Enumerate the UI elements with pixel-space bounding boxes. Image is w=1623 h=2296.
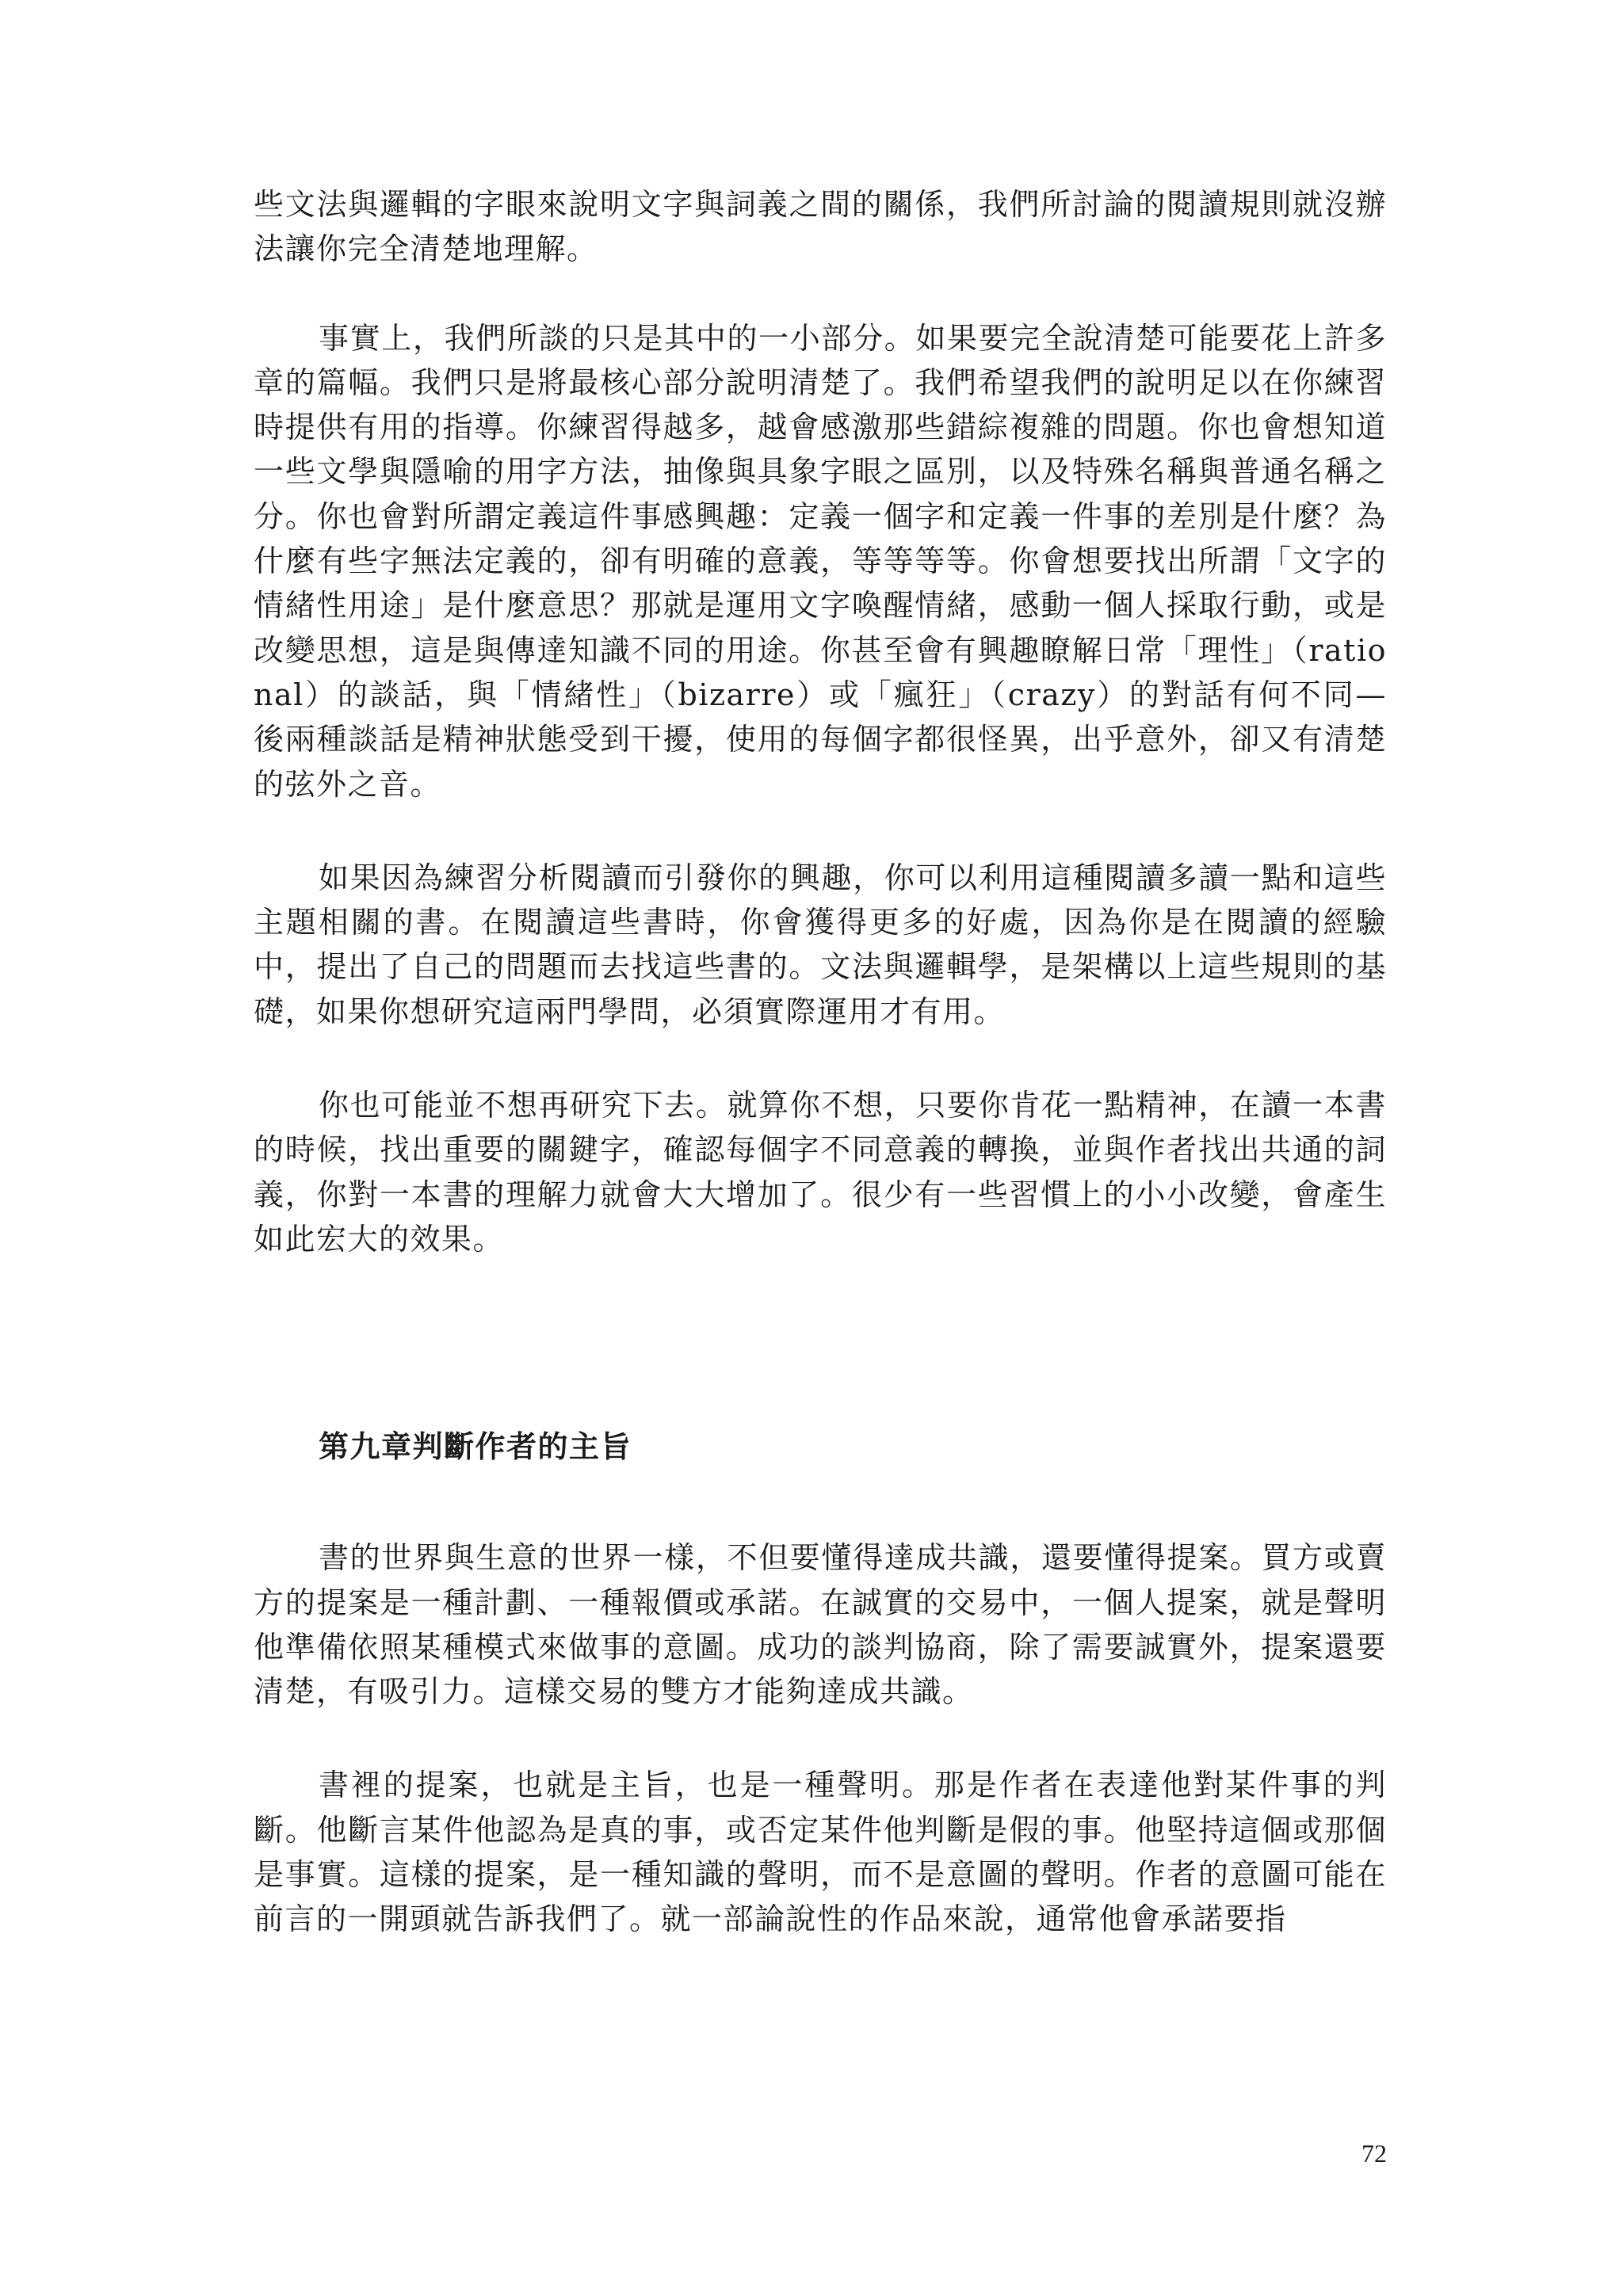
paragraph: 如果因為練習分析閱讀而引發你的興趣，你可以利用這種閱讀多讀一點和這些主題相關的書。在閱讀這些書時，你會獲得更多的好處，因為你是在閱讀的經驗中，提出了自己的問題而去找這些書的。文法與邏輯學，是架構以上這些規則的基礎，如果你想研究這兩門學問，必須實際運用才有用。 (254, 860, 1387, 1029)
paragraph-continuation: 些文法與邏輯的字眼來說明文字與詞義之間的關係，我們所討論的閱讀規則就沒辦法讓你完全清楚地理解。 (254, 187, 1387, 267)
paragraph: 書裡的提案，也就是主旨，也是一種聲明。那是作者在表達他對某件事的判斷。他斷言某件他認為是真的事，或否定某件他判斷是假的事。他堅持這個或那個是事實。這樣的提案，是一種知識的聲明，而不是意圖的聲明。作者的意圖可能在前言的一開頭就告訴我們了。就一部論說性的作品來說，通常他會承諾要指 (254, 1768, 1387, 1937)
chapter-heading: 第九章判斷作者的主旨 (319, 1428, 632, 1465)
paragraph: 事實上，我們所談的只是其中的一小部分。如果要完全說清楚可能要花上許多章的篇幅。我們只是將最核心部分說明清楚了。我們希望我們的說明足以在你練習時提供有用的指導。你練習得越多，越會感激那些錯綜複雜的問題。你也會想知道一些文學與隱喻的用字方法，抽像與具象字眼之區別，以及特殊名稱與普通名稱之分。你也會對所謂定義這件事感興趣：定義一個字和定義一件事的差別是什麼？為什麼有些字無法定義的，卻有明確的意義，等等等等。你會想要找出所謂「文字的情緒性用途」是什麼意思？那就是運用文字喚醒情緒，感動一個人採取行動，或是改變思想，這是與傳達知識不同的用途。你甚至會有興趣瞭解日常「理性」（rational）的談話，與「情緒性」（bizarre）或「瘋狂」（crazy）的對話有何不同—後兩種談話是精神狀態受到干擾，使用的每個字都很怪異，出乎意外，卻又有清楚的弦外之音。 (254, 320, 1387, 802)
paragraph: 你也可能並不想再研究下去。就算你不想，只要你肯花一點精神，在讀一本書的時候，找出重要的關鍵字，確認每個字不同意義的轉換，並與作者找出共通的詞義，你對一本書的理解力就會大大增加了。很少有一些習慣上的小小改變，會產生如此宏大的效果。 (254, 1088, 1387, 1257)
paragraph: 書的世界與生意的世界一樣，不但要懂得達成共識，還要懂得提案。買方或賣方的提案是一種計劃、一種報價或承諾。在誠實的交易中，一個人提案，就是聲明他準備依照某種模式來做事的意圖。成功的談判協商，除了需要誠實外，提案還要清楚，有吸引力。這樣交易的雙方才能夠達成共識。 (254, 1540, 1387, 1710)
page-number: 72 (1361, 2139, 1387, 2168)
document-page (254, 182, 1387, 1942)
